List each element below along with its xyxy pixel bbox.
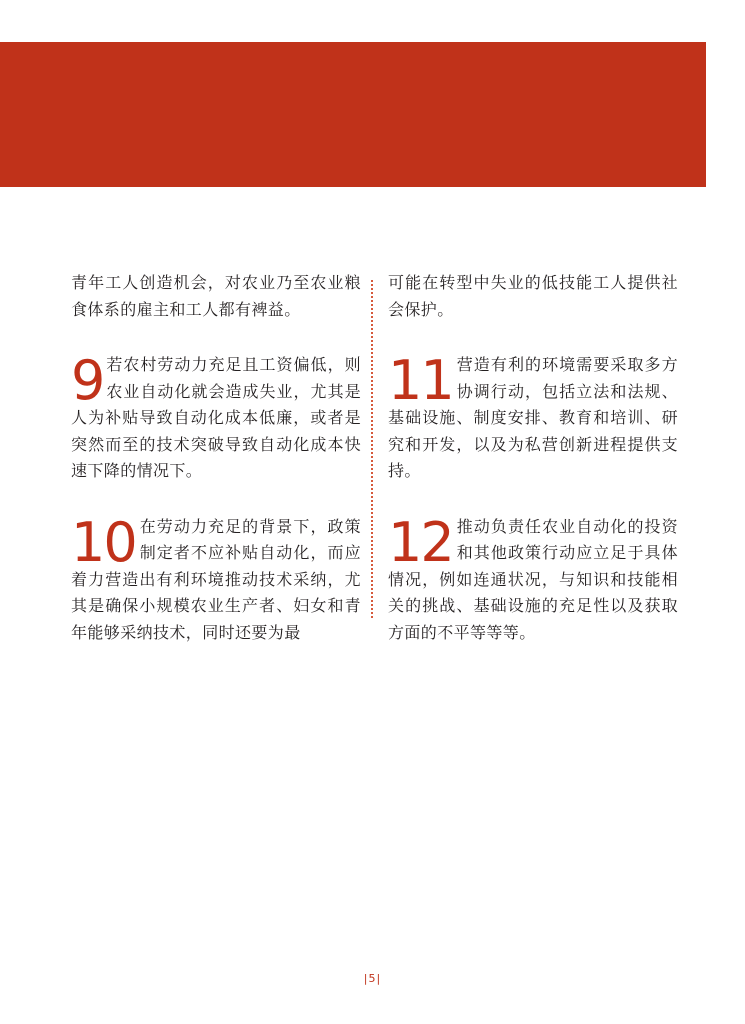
recommendation-12 xyxy=(388,510,678,647)
page-number: |5| xyxy=(363,972,382,985)
continuation-paragraph: 可能在转型中失业的低技能工人提供社会保护。 xyxy=(388,273,678,319)
recommendation-text: 若农村劳动力充足且工资偏低，则农业自动化就会造成失业，尤其是人为补贴导致自动化成本低廉，或者是突然而至的技术突破导致自动化成本快速下降的情况下。 xyxy=(71,355,361,480)
header-banner xyxy=(0,42,706,187)
continuation-paragraph: 青年工人创造机会，对农业乃至农业粮食体系的雇主和工人都有裨益。 xyxy=(71,273,361,319)
recommendation-10 xyxy=(71,510,361,647)
recommendation-9 xyxy=(71,349,361,485)
recommendation-text: 在劳动力充足的背景下，政策制定者不应补贴自动化，而应着力营造出有利环境推动技术采纳，尤其是确保小规模农业生产者、妇女和青年能够采纳技术，同时还要为最 xyxy=(71,516,361,642)
recommendation-11 xyxy=(388,349,678,485)
right-column xyxy=(388,270,678,646)
recommendation-text: 推动负责任农业自动化的投资和其他政策行动应立足于具体情况，例如连通状况，与知识和技能相关的挑战、基础设施的充足性以及获取方面的不平等等等。 xyxy=(388,516,678,642)
recommendation-number: 12 xyxy=(388,510,453,574)
recommendation-text: 营造有利的环境需要采取多方协调行动，包括立法和法规、基础设施、制度安排、教育和培训、研究和开发，以及为私营创新进程提供支持。 xyxy=(388,355,678,480)
column-divider xyxy=(371,280,373,618)
recommendation-number: 10 xyxy=(71,510,136,574)
left-column xyxy=(71,270,361,646)
recommendation-number: 11 xyxy=(388,349,453,412)
recommendation-number: 9 xyxy=(71,349,103,412)
